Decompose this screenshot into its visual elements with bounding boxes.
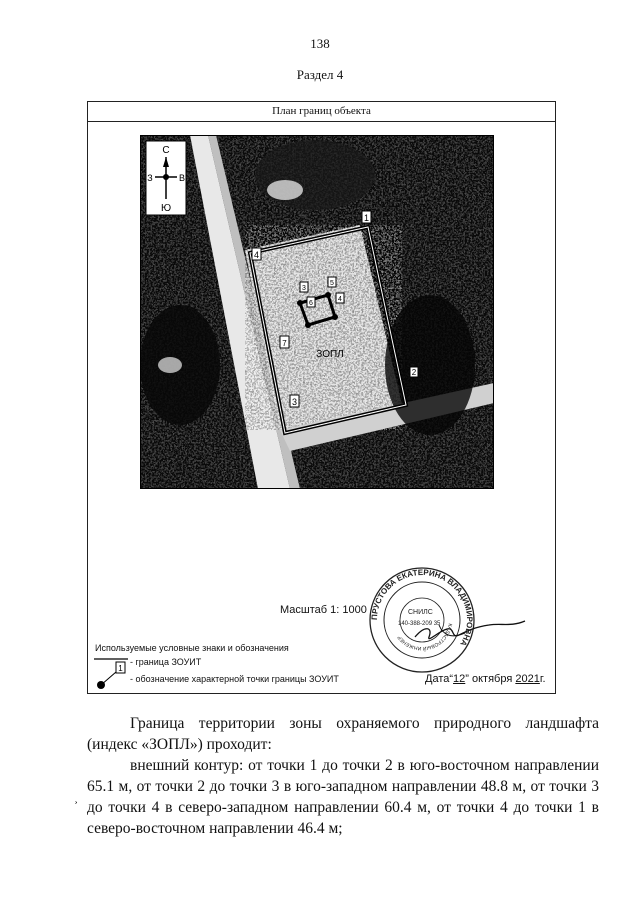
boundary-point-icon: [97, 662, 125, 689]
date-suffix: г.: [539, 673, 546, 685]
legend-item-boundary: - граница ЗОУИТ: [130, 657, 202, 667]
svg-text:КАДАСТРОВЫЙ ИНЖЕНЕР: [396, 623, 453, 653]
page-number: 138: [310, 36, 330, 51]
legend-symbols: [92, 648, 132, 694]
section-heading: Раздел 4: [296, 67, 344, 82]
stamp-snils-value: 140-388-209 35: [398, 621, 441, 627]
legend-marker-label: 1: [118, 664, 123, 673]
date-day: 12: [453, 673, 466, 685]
date-month: ” октября: [465, 673, 513, 685]
date-line: [425, 673, 546, 685]
map-scale: Масштаб 1: 1000: [280, 604, 367, 616]
compass-south: Ю: [160, 203, 172, 214]
date-year: 2021: [515, 673, 540, 685]
compass-west: З: [147, 173, 153, 183]
aerial-map: [140, 135, 494, 489]
feature-label-5: 5: [330, 280, 334, 287]
stamp-inner-ring-text: КАДАСТРОВЫЙ ИНЖЕНЕР: [396, 622, 453, 652]
point-label-1: 1: [363, 213, 370, 223]
compass-north: С: [162, 145, 170, 156]
point-label-2: 2: [411, 368, 417, 377]
feature-label-3: 3: [302, 285, 306, 292]
point-label-3: 3: [291, 397, 298, 407]
compass-east: В: [178, 173, 186, 183]
feature-label-6: 6: [309, 300, 313, 307]
boundary-description-paragraph: внешний контур: от точки 1 до точки 2 в юго-восточном направлении 65.1 м, от точки 2 до точки 3 в юго-западном направлении 48.8 м, от точки 3 до точки 4 в северо-западном направлении 60.4 м, от точки 4 до точки 1 в северо-восточном направлении 46.4 м;: [87, 757, 599, 837]
stamp-ring-text: ПРУСТОВА ЕКАТЕРИНА ВЛАДИМИРОВНА: [369, 567, 475, 648]
boundary-intro-paragraph: Граница территории зоны охраняемого природного ландшафта (индекс «ЗОПЛ») проходит:: [87, 715, 599, 753]
legend-title: Используемые условные знаки и обозначения: [95, 643, 289, 653]
official-stamp: [355, 565, 530, 675]
plan-title: План границ объекта: [88, 102, 555, 122]
feature-label-7: 7: [282, 339, 287, 348]
legend-item-point: - обозначение характерной точки границы ЗОУИТ: [130, 674, 339, 684]
point-label-4: 4: [253, 250, 260, 260]
date-prefix: Дата“: [425, 673, 454, 685]
feature-label-4: 4: [338, 296, 342, 303]
stamp-snils-label: СНИЛС: [408, 609, 433, 616]
zone-label: ЗОПЛ: [316, 349, 344, 360]
